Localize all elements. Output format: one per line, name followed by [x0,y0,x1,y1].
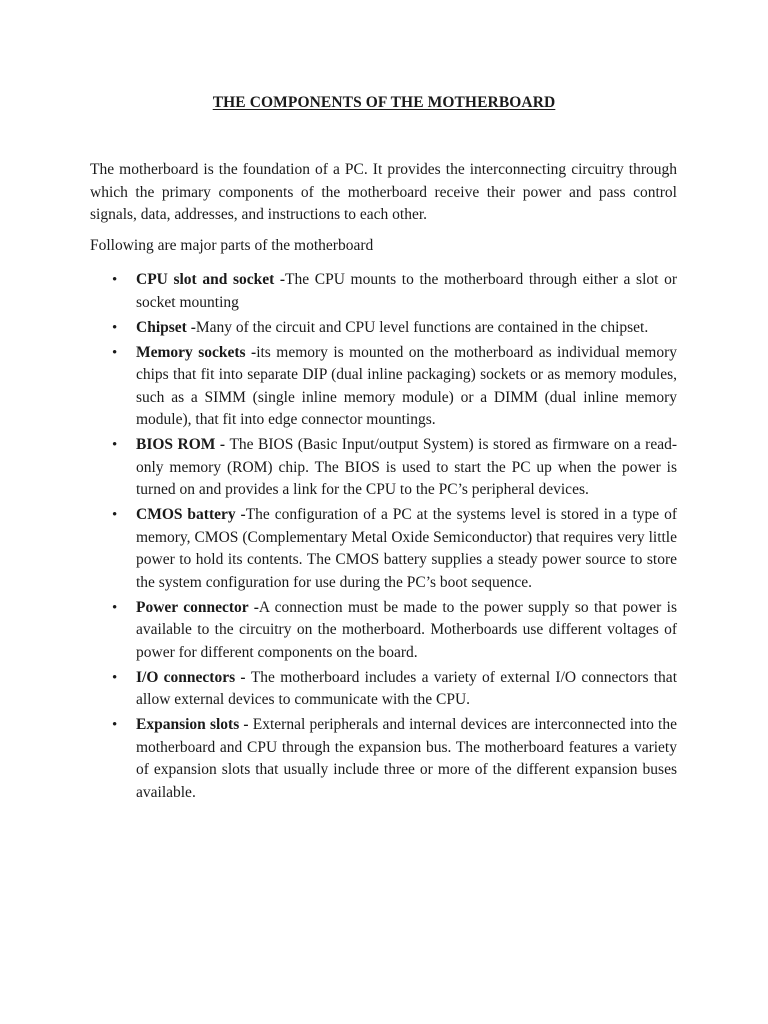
bullet-icon: • [112,437,118,453]
part-description: The configuration of a PC at the systems level is stored in a type of memory, CMOS (Complementary Metal Oxide Semiconductor) that requires very little power to hold its contents. The CMOS battery supplies a steady power source to store the system configuration for use during the PC’s boot sequence. [136,506,677,591]
list-item [90,504,677,594]
list-item [90,597,677,665]
part-description: The motherboard includes a variety of external I/O connectors that allow external devices to communicate with the CPU. [136,668,677,708]
part-description: External peripherals and internal devices are interconnected into the motherboard and CPU through the expansion bus. The motherboard features a variety of expansion slots that usually include three or more of the different expansion buses available. [136,716,677,801]
list-item [90,317,677,340]
bullet-icon: • [112,669,118,686]
bullet-icon: • [112,272,118,288]
list-item [90,269,677,314]
list-item [90,667,677,712]
bullet-icon: • [112,599,118,616]
part-term: I/O connectors - [136,668,251,686]
lead-sentence: Following are major parts of the motherboard [90,237,374,254]
part-description: The CPU mounts to the motherboard through either a slot or socket mounting [136,271,677,311]
part-term: Memory sockets - [136,343,257,361]
bullet-icon: • [112,507,118,523]
part-term: CPU slot and socket - [136,271,286,288]
list-item [90,714,677,804]
part-term: BIOS ROM - [136,436,230,453]
part-term: Expansion slots - [136,716,253,733]
motherboard-parts-list [90,269,677,807]
part-term: Chipset - [136,318,196,336]
part-description: its memory is mounted on the motherboard as individual memory chips that fit into separate DIP (dual inline packaging) sockets or as memory modules, such as a SIMM (single inline memory module) or a DIMM (dual inline memory module), that fit into edge connector mountings. [136,343,677,428]
part-term: Power connector - [136,598,259,616]
part-description: The BIOS (Basic Input/output System) is stored as firmware on a read-only memory (ROM) chip. The BIOS is used to start the PC up when the power is turned on and provides a link for the CPU to the PC’s peripheral devices. [136,436,677,498]
intro-paragraph: The motherboard is the foundation of a PC. It provides the interconnecting circuitry through which the primary components of the motherboard receive their power and pass control signals, data, addresses, and instructions to each other. [90,161,677,223]
bullet-icon: • [112,344,118,361]
bullet-icon: • [112,717,118,733]
part-term: CMOS battery - [136,506,246,523]
bullet-icon: • [112,319,118,336]
part-description: A connection must be made to the power supply so that power is available to the circuitry on the motherboard. Motherboards use different voltages of power for different components on the board. [136,598,677,661]
part-description: Many of the circuit and CPU level functions are contained in the chipset. [195,318,649,336]
document-title: THE COMPONENTS OF THE MOTHERBOARD [212,94,556,111]
list-item [90,342,677,432]
list-item [90,434,677,502]
